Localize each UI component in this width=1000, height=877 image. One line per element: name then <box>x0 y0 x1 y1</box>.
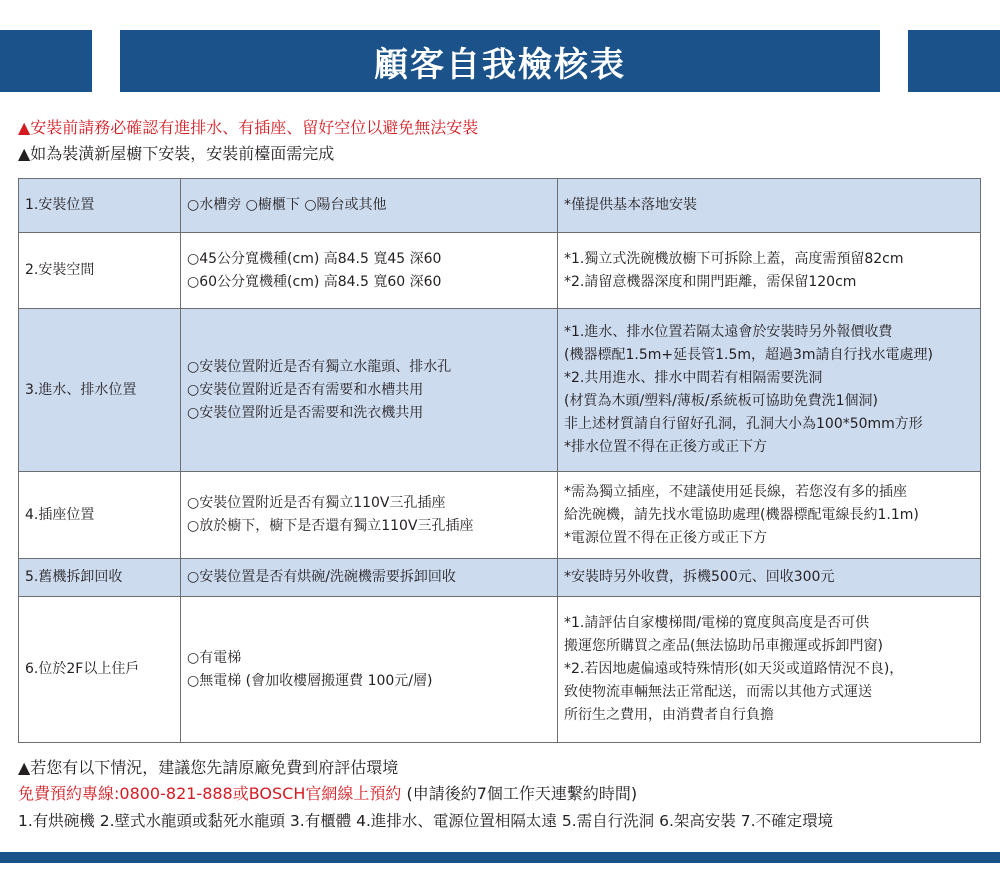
table-row <box>19 559 981 597</box>
install-warning-red: ▲安裝前請務必確認有進排水、有插座、留好空位以避免無法安裝 <box>18 118 479 137</box>
install-warning-black: ▲如為裝潢新屋櫥下安裝，安裝前檯面需完成 <box>18 144 335 163</box>
row-options <box>181 179 558 233</box>
row-options <box>181 233 558 309</box>
option-line: ○安裝位置附近是否有獨立110V三孔插座 <box>187 495 446 511</box>
header-banner <box>120 30 880 92</box>
remark-line: (材質為木頭/塑料/薄板/系統板可協助免費洗1個洞) <box>564 393 878 409</box>
remark-line: *排水位置不得在正後方或正下方 <box>564 439 767 455</box>
row-label: 5.舊機拆卸回收 <box>19 559 181 597</box>
remark-line: (機器標配1.5m+延長管1.5m，超過3m請自行找水電處理) <box>564 347 934 363</box>
option-line: ○安裝位置附近是否有需要和水槽共用 <box>187 381 424 398</box>
option-line: ○安裝位置是否有烘碗/洗碗機需要拆卸回收 <box>187 569 456 585</box>
table-row <box>19 233 981 309</box>
header-bar-right <box>908 30 1000 92</box>
table-row <box>19 309 981 472</box>
booking-note: (申請後約7個工作天連繫約時間) <box>401 784 638 803</box>
remark-line: *1.請評估自家樓梯間/電梯的寬度與高度是否可供 <box>564 615 870 631</box>
booking-line <box>18 783 637 805</box>
option-line: ○安裝位置附近是否需要和洗衣機共用 <box>187 404 424 421</box>
remark-line: 非上述材質請自行留好孔洞，孔洞大小為100*50mm方形 <box>564 416 923 432</box>
checklist-table <box>18 178 981 743</box>
remark-line: *2.若因地處偏遠或特殊情形(如天災或道路情況不良)， <box>564 661 904 677</box>
header-bar-left <box>0 30 92 92</box>
row-options <box>181 472 558 559</box>
row-remarks <box>558 179 981 233</box>
row-remarks <box>558 559 981 597</box>
remark-line: *安裝時另外收費，拆機500元、回收300元 <box>564 569 835 585</box>
remark-line: 給洗碗機，請先找水電協助處理(機器標配電線長約1.1m) <box>564 506 919 523</box>
remark-line: *2.共用進水、排水中間若有相隔需要洗洞 <box>564 370 823 386</box>
row-options <box>181 597 558 743</box>
assessment-intro: ▲若您有以下情況，建議您先請原廠免費到府評估環境 <box>18 758 399 777</box>
row-remarks <box>558 597 981 743</box>
row-remarks <box>558 472 981 559</box>
remark-line: 所衍生之費用，由消費者自行負擔 <box>564 707 774 723</box>
footer-bar <box>0 852 1000 863</box>
row-label: 2.安裝空間 <box>19 233 181 309</box>
table-row <box>19 179 981 233</box>
row-label: 1.安裝位置 <box>19 179 181 233</box>
option-line: ○放於櫥下，櫥下是否還有獨立110V三孔插座 <box>187 518 474 534</box>
remark-line: 致使物流車輛無法正常配送，而需以其他方式運送 <box>564 684 872 700</box>
row-label: 6.位於2F以上住戶 <box>19 597 181 743</box>
booking-hotline: 免費預約專線:0800-821-888或BOSCH官網線上預約 <box>18 784 402 803</box>
option-line: ○60公分寬機種(cm) 高84.5 寬60 深60 <box>187 273 442 290</box>
option-line: ○安裝位置附近是否有獨立水龍頭、排水孔 <box>187 358 452 375</box>
row-options <box>181 309 558 472</box>
row-label: 3.進水、排水位置 <box>19 309 181 472</box>
remark-line: *1.進水、排水位置若隔太遠會於安裝時另外報價收費 <box>564 324 893 340</box>
table-row <box>19 472 981 559</box>
option-line: ○水槽旁 ○櫥櫃下 ○陽台或其他 <box>187 197 387 213</box>
option-line: ○無電梯 (會加收樓層搬運費 100元/層) <box>187 672 433 689</box>
remark-line: *電源位置不得在正後方或正下方 <box>564 529 767 546</box>
remark-line: *2.請留意機器深度和開門距離，需保留120cm <box>564 273 857 290</box>
table-row <box>19 597 981 743</box>
page-title: 顧客自我檢核表 <box>374 44 626 85</box>
remark-line: 搬運您所購買之產品(無法協助吊車搬運或拆卸門窗) <box>564 638 883 654</box>
remark-line: *僅提供基本落地安裝 <box>564 197 697 213</box>
option-line: ○有電梯 <box>187 649 242 666</box>
option-line: ○45公分寬機種(cm) 高84.5 寬45 深60 <box>187 250 442 267</box>
row-remarks <box>558 309 981 472</box>
row-options <box>181 559 558 597</box>
row-remarks <box>558 233 981 309</box>
row-label: 4.插座位置 <box>19 472 181 559</box>
remark-line: *1.獨立式洗碗機放櫥下可拆除上蓋，高度需預留82cm <box>564 250 904 267</box>
situations-list: 1.有烘碗機 2.壁式水龍頭或黏死水龍頭 3.有櫃體 4.進排水、電源位置相隔太遠 5.需自行洗洞 6.架高安裝 7.不確定環境 <box>18 812 834 830</box>
remark-line: *需為獨立插座，不建議使用延長線，若您沒有多的插座 <box>564 483 907 500</box>
